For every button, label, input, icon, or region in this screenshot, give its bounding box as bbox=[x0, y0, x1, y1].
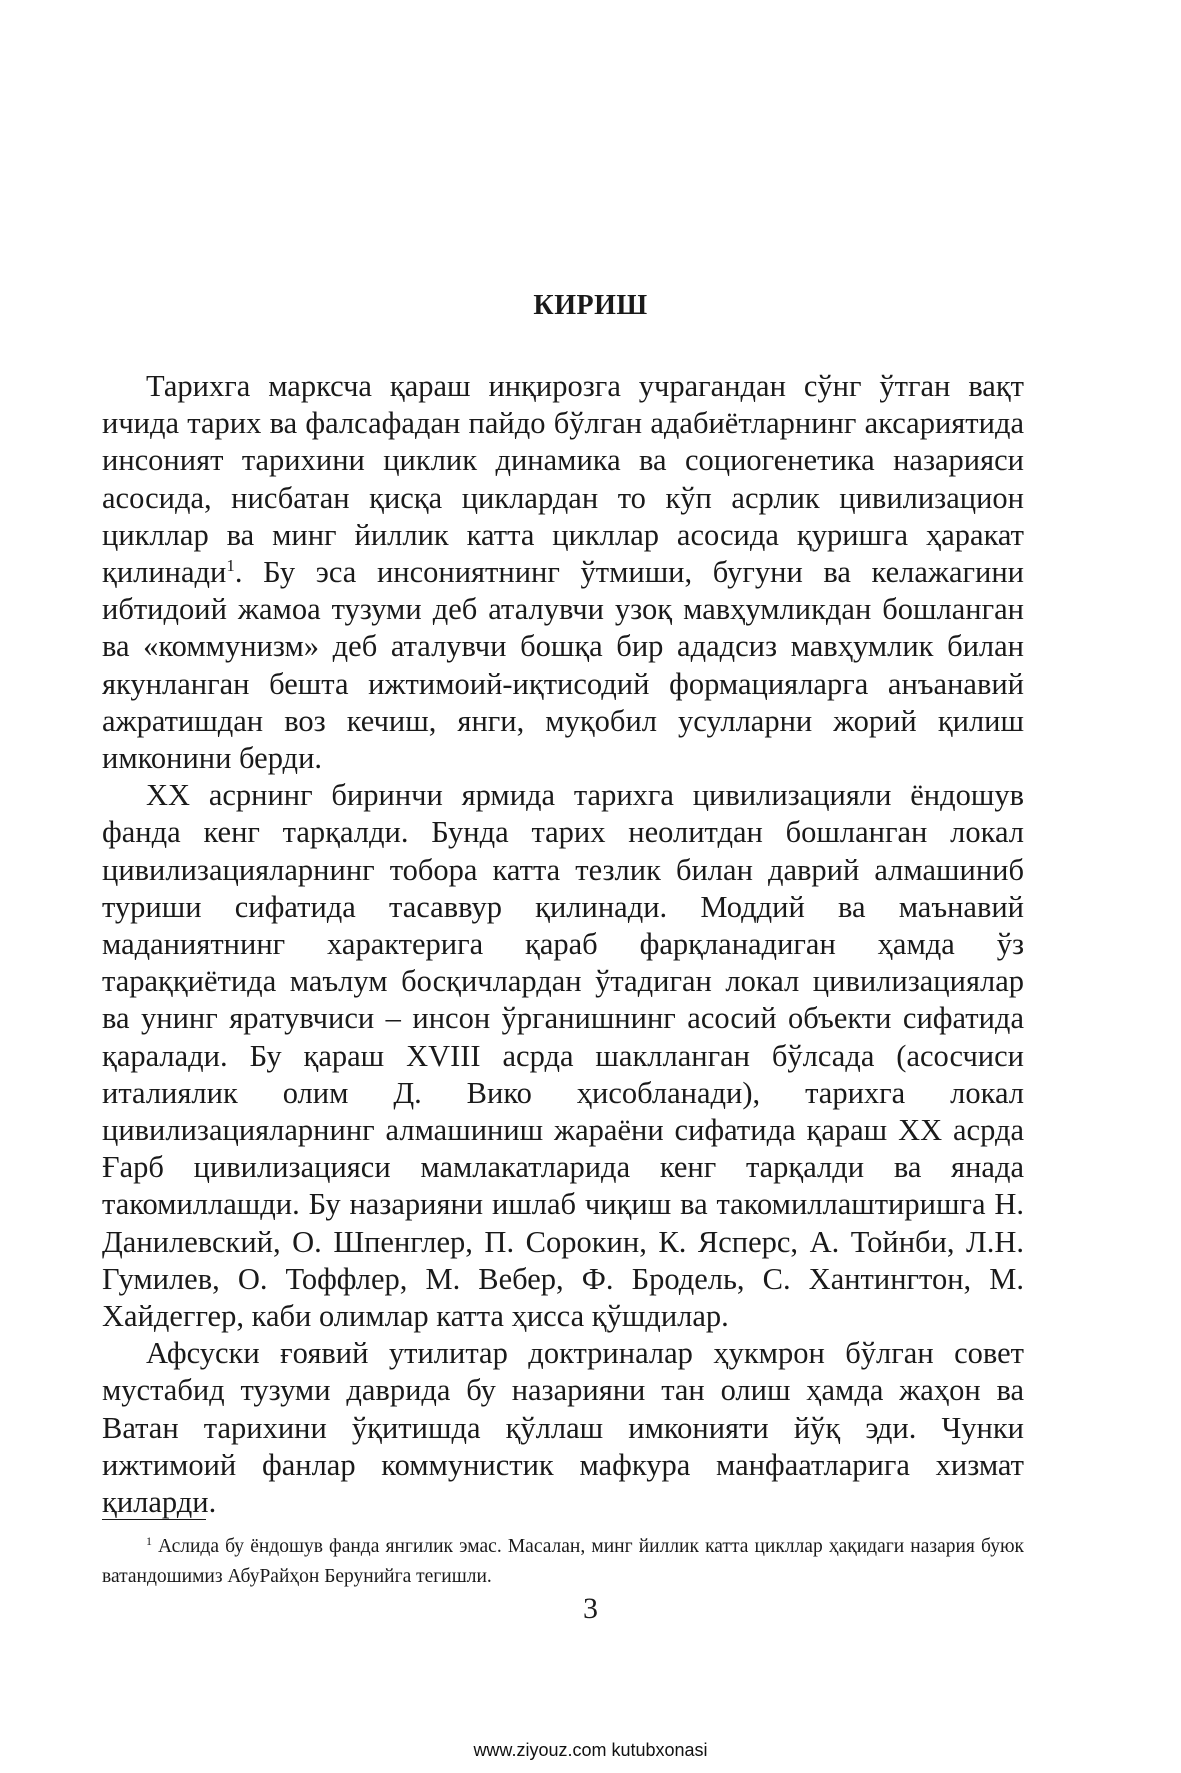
site-watermark: www.ziyouz.com kutubxonasi bbox=[473, 1740, 708, 1760]
paragraph-1-text-a: Тарихга марксча қараш инқирозга учрагандан сўнг ўтган вақт ичида тарих ва фалсафадан пайдо бўлган адабиётларнинг аксариятида инсоният тарихини циклик динамика ва социогенетика назарияси асосида, нисбатан қисқа циклардан то кўп асрлик цивилизацион цикллар ва минг йиллик катта цикллар асосида қуришга ҳаракат қилинади bbox=[102, 369, 1024, 590]
footnote bbox=[102, 1532, 1024, 1592]
paragraph-1-text-b: . Бу эса инсониятнинг ўтмиши, бугуни ва келажагини ибтидоий жамоа тузуми деб аталувчи узоқ мавҳумликдан бошланган ва «коммунизм» деб аталувчи бошқа бир ададсиз мавҳумлик билан якунланган бешта ижтимоий-иқтисодий формацияларга анъанавий ажратишдан воз кечиш, янги, муқобил усулларни жорий қилиш имконини берди. bbox=[102, 555, 1024, 776]
paragraph-1 bbox=[102, 368, 1024, 777]
footnote-text: Аслида бу ёндошув фанда янгилик эмас. Масалан, минг йиллик катта цикллар ҳақидаги назария буюк ватандошимиз АбуРайҳон Берунийга тегишли. bbox=[102, 1536, 1024, 1587]
paragraph-2: XX асрнинг биринчи ярмида тарихга цивилизацияли ёндошув фанда кенг тарқалди. Бунда тарих неолитдан бошланган локал цивилизацияларнинг тобора катта тезлик билан даврий алмашиниб туриши сифатида тасаввур қилинади. Моддий ва маънавий маданиятнинг характерига қараб фарқланадиган ҳамда ўз тараққиётида маълум босқичлардан ўтадиган локал цивилизациялар ва унинг яратувчиси – инсон ўрганишнинг асосий объекти сифатида қаралади. Бу қараш XVIII асрда шаклланган бўлсада (асосчиси италиялик олим Д. Вико ҳисобланади), тарихга локал цивилизацияларнинг алмашиниш жараёни сифатида қараш XX асрда Ғарб цивилизацияси мамлакатларида кенг тарқалди ва янада такомиллашди. Бу назарияни ишлаб чиқиш ва такомиллаштиришга Н. Данилевский, О. Шпенглер, П. Сорокин, К. Ясперс, А. Тойнби, Л.Н. Гумилев, О. Тоффлер, М. Вебер, Ф. Бродель, С. Хантингтон, М. Хайдеггер, каби олимлар катта ҳисса қўшдилар. bbox=[102, 778, 1024, 1334]
chapter-title: КИРИШ bbox=[533, 290, 648, 321]
footnote-divider bbox=[102, 1519, 206, 1520]
page-number: 3 bbox=[583, 1592, 598, 1625]
footnote-mark: 1 bbox=[146, 1533, 152, 1548]
body-text bbox=[102, 368, 1024, 1521]
footnote-reference[interactable]: 1 bbox=[226, 555, 235, 575]
paragraph-3: Афсуски ғоявий утилитар доктриналар ҳукмрон бўлган совет мустабид тузуми даврида бу назарияни тан олиш ҳамда жаҳон ва Ватан тарихини ўқитишда қўллаш имконияти йўқ эди. Чунки ижтимоий фанлар коммунистик мафкура манфаатларига хизмат қиларди. bbox=[102, 1336, 1024, 1520]
